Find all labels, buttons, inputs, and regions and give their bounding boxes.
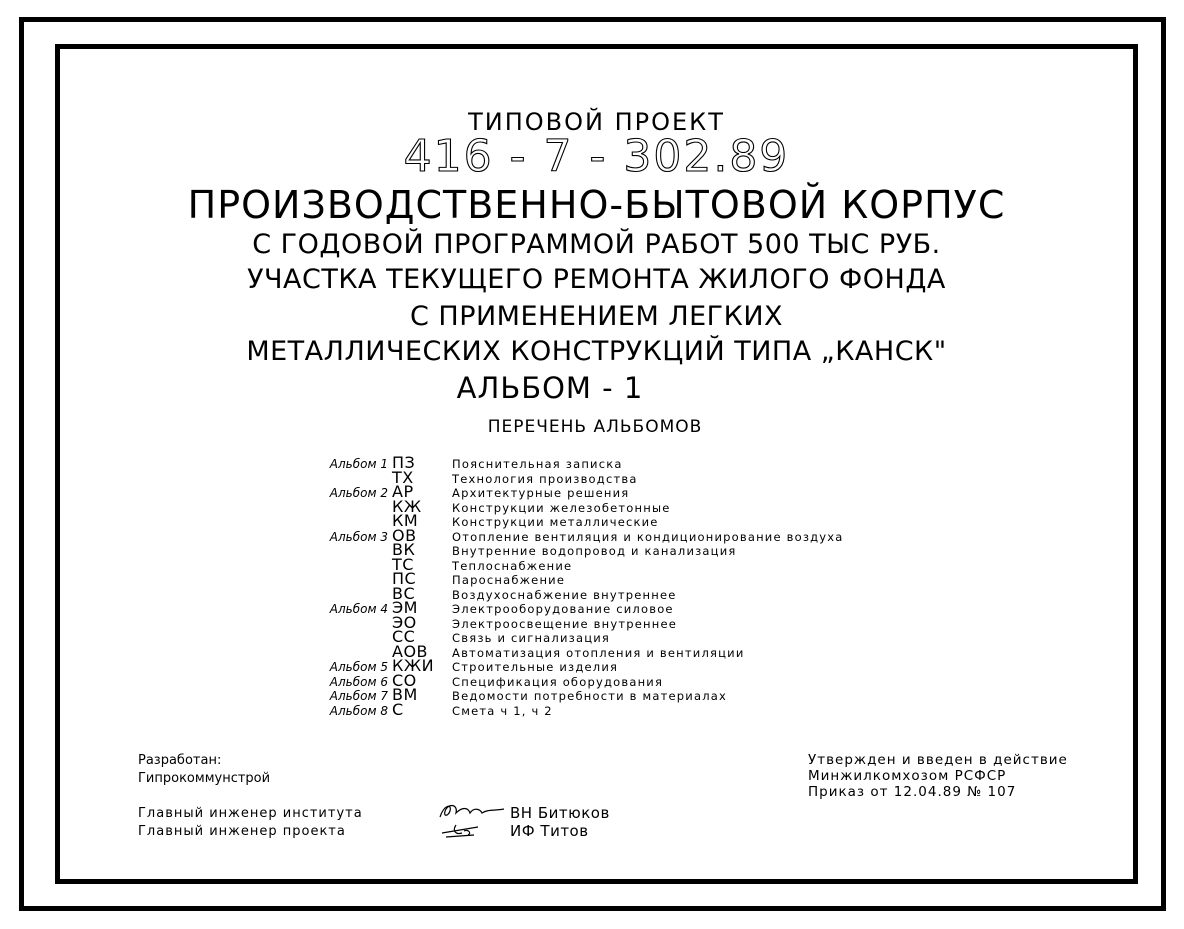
album-description: Воздухоснабжение внутреннее bbox=[452, 587, 677, 602]
title-line-1: ПРОИЗВОДСТВЕННО-БЫТОВОЙ КОРПУС bbox=[187, 183, 1006, 227]
album-description: Электроосвещение внутреннее bbox=[452, 616, 678, 631]
album-description: Строительные изделия bbox=[452, 660, 619, 674]
album-code: ПЗ bbox=[392, 453, 416, 472]
list-item bbox=[300, 699, 940, 719]
developer-org: Гипрокоммунстрой bbox=[138, 771, 271, 786]
album-description: Внутренние водопровод и канализация bbox=[452, 544, 737, 558]
signers-block bbox=[138, 804, 610, 840]
project-type: ТИПОВОЙ ПРОЕКТ bbox=[468, 108, 725, 136]
album-code: ВМ bbox=[392, 685, 418, 704]
album-code: АОВ bbox=[392, 641, 429, 661]
signer-position: Главный инженер института bbox=[138, 805, 363, 821]
approval-line: Минжилкомхозом РСФСР bbox=[808, 768, 1007, 784]
album-code: АР bbox=[392, 482, 414, 501]
album-label: Альбом 6 bbox=[329, 674, 388, 689]
album-description: Конструкции металлические bbox=[452, 515, 659, 529]
album-code: ОВ bbox=[392, 525, 417, 545]
album-code: С bbox=[392, 699, 404, 719]
album-description: Пароснабжение bbox=[452, 573, 566, 587]
album-label: Альбом 5 bbox=[329, 660, 388, 674]
title-line-5: МЕТАЛЛИЧЕСКИХ КОНСТРУКЦИЙ ТИПА „КАНСК" bbox=[246, 336, 947, 367]
title-line-4: С ПРИМЕНЕНИЕМ ЛЕГКИХ bbox=[409, 301, 784, 332]
album-description: Технология производства bbox=[452, 471, 638, 486]
album-description: Отопление вентиляция и кондиционирование воздуха bbox=[452, 529, 844, 544]
album-list-title: ПЕРЕЧЕНЬ АЛЬБОМОВ bbox=[487, 417, 703, 437]
album-code: ЭМ bbox=[392, 598, 418, 617]
album-description: Архитектурные решения bbox=[452, 486, 630, 500]
album-label: Альбом 2 bbox=[329, 486, 388, 500]
album-label: Альбом 3 bbox=[329, 529, 388, 544]
approval-line: Приказ от 12.04.89 № 107 bbox=[808, 784, 1017, 800]
album-code: СО bbox=[392, 670, 417, 690]
album-description: Теплоснабжение bbox=[452, 558, 573, 573]
signer-row bbox=[138, 822, 610, 840]
album-code: СС bbox=[392, 627, 416, 646]
album-code: ВК bbox=[392, 540, 416, 559]
album-description: Автоматизация отопления и вентиляции bbox=[452, 645, 745, 660]
album-description: Смета ч 1, ч 2 bbox=[452, 703, 553, 718]
album-description: Ведомости потребности в материалах bbox=[452, 689, 727, 703]
approval-line: Утвержден и введен в действие bbox=[808, 752, 1068, 768]
album-code: КЖИ bbox=[392, 656, 435, 675]
signer-row bbox=[138, 804, 610, 822]
title-line-2: С ГОДОВОЙ ПРОГРАММОЙ РАБОТ 500 ТЫС РУБ. bbox=[252, 229, 941, 260]
album-description: Пояснительная записка bbox=[452, 457, 623, 471]
signer-name: ИФ Титов bbox=[510, 822, 589, 840]
album-description: Электрооборудование силовое bbox=[452, 602, 674, 616]
album-code: ЭО bbox=[392, 612, 417, 632]
album-code: ВС bbox=[392, 583, 416, 603]
album-label: Альбом 7 bbox=[329, 689, 388, 703]
developer-block bbox=[138, 752, 270, 788]
album-code: КЖ bbox=[392, 496, 422, 516]
approval-block bbox=[808, 752, 1068, 800]
album-list bbox=[300, 453, 940, 719]
album-label: Альбом 4 bbox=[329, 602, 388, 616]
album-description: Конструкции железобетонные bbox=[452, 500, 671, 515]
project-number: 416 - 7 - 302.89 bbox=[403, 131, 790, 182]
signer-position: Главный инженер проекта bbox=[138, 823, 346, 839]
album-code: ТС bbox=[392, 554, 414, 574]
album-description: Спецификация оборудования bbox=[452, 674, 664, 689]
album-code: ТХ bbox=[392, 467, 414, 487]
album-title: АЛЬБОМ - 1 bbox=[456, 371, 644, 405]
developer-label: Разработан: bbox=[138, 753, 222, 768]
album-label: Альбом 8 bbox=[329, 703, 388, 718]
signer-name: ВН Битюков bbox=[510, 804, 610, 822]
album-label: Альбом 1 bbox=[329, 457, 388, 471]
title-line-3: УЧАСТКА ТЕКУЩЕГО РЕМОНТА ЖИЛОГО ФОНДА bbox=[247, 264, 946, 295]
album-description: Связь и сигнализация bbox=[452, 631, 611, 645]
album-code: КМ bbox=[392, 511, 419, 530]
album-code: ПС bbox=[392, 569, 417, 588]
